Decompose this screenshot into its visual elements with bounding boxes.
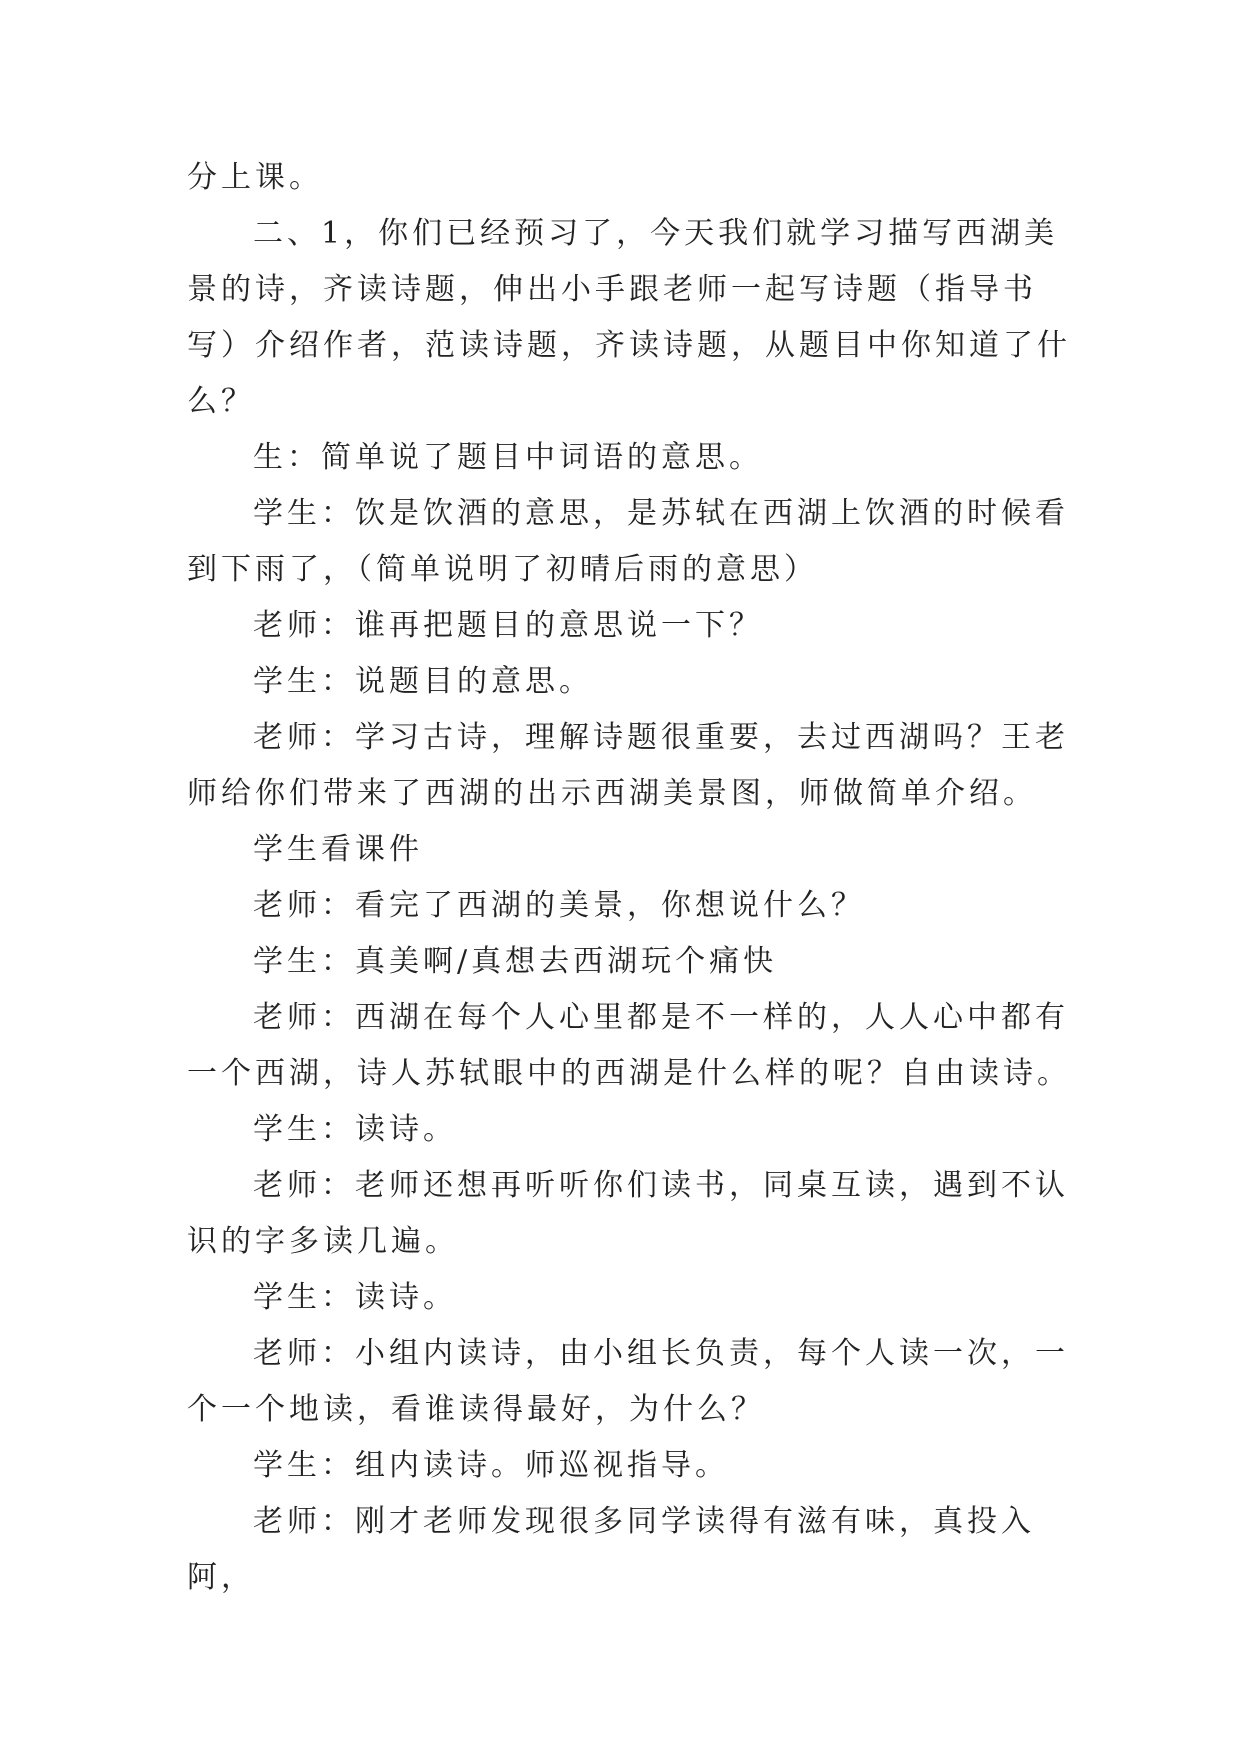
paragraph: 学生：组内读诗。师巡视指导。 <box>253 1448 729 1483</box>
paragraph: 老师：西湖在每个人心里都是不一样的，人人心中都有一个西湖，诗人苏轼眼中的西湖是什么样的呢？自由读诗。 <box>187 1000 1071 1091</box>
paragraph: 学生：说题目的意思。 <box>253 664 593 699</box>
paragraph: 生：简单说了题目中词语的意思。 <box>253 440 763 475</box>
paragraph: 老师：学习古诗，理解诗题很重要，去过西湖吗？王老师给你们带来了西湖的出示西湖美景图，师做简单介绍。 <box>187 720 1069 811</box>
paragraph: 分上课。 <box>187 160 323 195</box>
paragraph: 老师：小组内读诗，由小组长负责，每个人读一次，一个一个地读，看谁读得最好，为什么？ <box>187 1336 1069 1427</box>
paragraph: 二、1，你们已经预习了，今天我们就学习描写西湖美景的诗，齐读诗题，伸出小手跟老师一起写诗题（指导书写）介绍作者，范读诗题，齐读诗题，从题目中你知道了什么？ <box>187 216 1071 419</box>
paragraph: 学生：读诗。 <box>253 1280 457 1315</box>
paragraph: 学生看课件 <box>253 832 423 867</box>
paragraph: 学生：饮是饮酒的意思，是苏轼在西湖上饮酒的时候看到下雨了，（简单说明了初晴后雨的意思） <box>187 496 1069 587</box>
paragraph: 学生：真美啊/真想去西湖玩个痛快 <box>253 944 778 979</box>
document-page <box>187 150 1087 1606</box>
paragraph: 学生：读诗。 <box>253 1112 457 1147</box>
paragraph: 老师：刚才老师发现很多同学读得有滋有味，真投入阿， <box>187 1504 1035 1595</box>
paragraph: 老师：谁再把题目的意思说一下？ <box>253 608 763 643</box>
paragraph: 老师：看完了西湖的美景，你想说什么？ <box>253 888 865 923</box>
paragraph: 老师：老师还想再听听你们读书，同桌互读，遇到不认识的字多读几遍。 <box>187 1168 1069 1259</box>
